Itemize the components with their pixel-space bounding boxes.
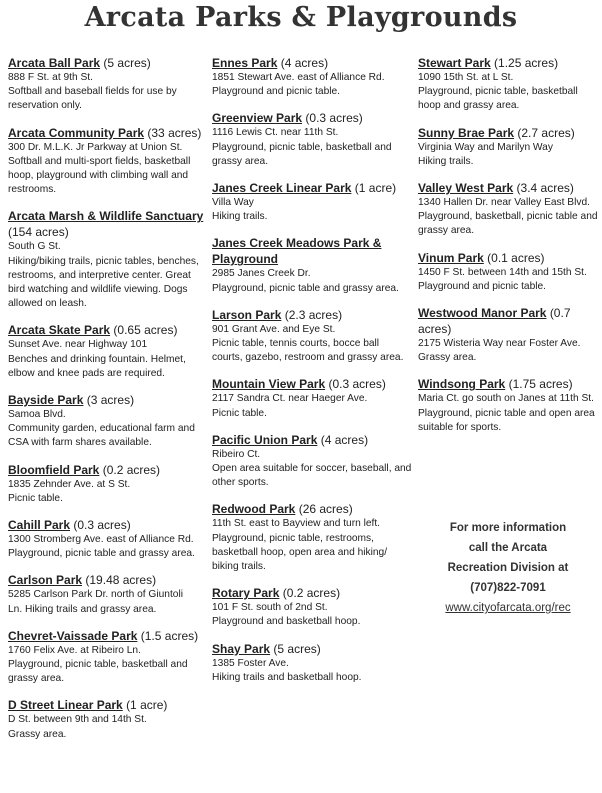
park-description: Picnic table, tennis courts, bocce ball courts, gazebo, restroom and grassy area. (212, 338, 404, 364)
park-name: Pacific Union Park (212, 432, 318, 447)
park-heading (8, 55, 204, 71)
park-entry (418, 125, 598, 169)
park-heading (212, 501, 412, 517)
park-entry (212, 55, 412, 99)
park-name: Stewart Park (418, 56, 491, 70)
park-heading (212, 376, 412, 392)
park-address: 1851 Stewart Ave. east of Alliance Rd. (212, 72, 385, 83)
park-description: Benches and drinking fountain. Helmet, elbow and knee pads are required. (8, 353, 186, 379)
park-name: Mountain View Park (212, 377, 326, 392)
park-description: Ln. Hiking trails and grassy area. (8, 603, 157, 615)
park-entry (8, 125, 204, 198)
park-entry (8, 572, 204, 616)
park-acreage: (0.2 acres) (102, 462, 161, 477)
park-entry (8, 208, 204, 311)
park-heading (418, 55, 598, 71)
park-address: 101 F St. south of 2nd St. (212, 602, 328, 614)
park-description: Grassy area. (8, 728, 67, 740)
park-name: Rotary Park (212, 586, 280, 601)
park-entry (8, 697, 204, 741)
park-heading (8, 125, 204, 141)
park-heading (418, 305, 598, 337)
park-name: Greenview Park (212, 111, 303, 126)
park-description: Hiking trails. (418, 155, 474, 167)
park-name: Windsong Park (418, 377, 506, 392)
park-description: Playground, picnic table and grassy area. (8, 548, 195, 560)
park-entry (8, 392, 204, 451)
park-acreage: (0.2 acres) (282, 586, 341, 601)
park-address: 2117 Sandra Ct. near Haeger Ave. (212, 393, 368, 405)
park-address: 1450 F St. between 14th and 15th St. (418, 266, 587, 278)
park-heading (212, 110, 412, 126)
park-name: Cahill Park (8, 518, 71, 533)
park-name: Arcata Community Park (8, 125, 145, 140)
park-description: Open area suitable for soccer, baseball, and other sports. (212, 463, 412, 489)
park-address: Virginia Way and Marilyn Way (418, 141, 553, 153)
info-line: For more information (449, 522, 567, 534)
park-acreage: (3.4 acres) (516, 181, 574, 196)
park-name: Arcata Ball Park (8, 56, 101, 70)
park-acreage: (0.3 acres) (328, 377, 386, 392)
park-heading (212, 180, 412, 196)
park-address: 1760 Felix Ave. at Ribeiro Ln. (8, 644, 141, 656)
park-acreage: (0.7 acres) (418, 306, 571, 337)
park-acreage: (0.1 acres) (487, 250, 545, 265)
park-name: Bayside Park (8, 393, 84, 408)
park-entry (212, 501, 412, 574)
park-description: Hiking trails. (212, 211, 268, 223)
park-entry (212, 641, 412, 685)
park-description: Hiking trails and basketball hoop. (212, 671, 362, 683)
park-entry (212, 307, 412, 366)
park-description: Playground and basketball hoop. (212, 616, 361, 628)
park-description: Playground, picnic table, basketball hoop and grassy area. (418, 86, 578, 112)
park-acreage: (4 acres) (320, 432, 369, 447)
park-entry (212, 180, 412, 224)
park-description: Softball and baseball fields for use by reservation only. (8, 86, 177, 112)
park-address: 2175 Wisteria Way near Foster Ave. (418, 338, 581, 350)
park-entry (212, 110, 412, 169)
park-address: 1116 Lewis Ct. near 11th St. (212, 127, 339, 139)
park-heading (212, 55, 412, 71)
contact-info (428, 518, 588, 618)
park-entry (8, 322, 204, 381)
park-name: Larson Park (212, 307, 282, 322)
phone-number: (707)822-7091 (470, 582, 546, 594)
park-entry (212, 235, 412, 295)
park-description: Picnic table. (8, 492, 63, 504)
park-address: Ribeiro Ct. (212, 448, 261, 460)
park-name: Bloomfield Park (8, 462, 100, 477)
park-address: Villa Way (212, 197, 254, 209)
park-name: Janes Creek Linear Park (212, 181, 352, 196)
park-address: D St. between 9th and 14th St. (8, 714, 147, 726)
park-name: Janes Creek Meadows Park & Playground (212, 236, 382, 267)
park-description: Softball and multi-sport fields, basketball hoop, playground with climbing wall and restrooms. (8, 155, 191, 196)
park-heading (418, 250, 598, 266)
park-acreage: (33 acres) (147, 125, 202, 140)
park-heading (418, 125, 598, 141)
page-title: Arcata Parks & Playgrounds (84, 2, 518, 33)
park-address: 1300 Stromberg Ave. east of Alliance Rd. (8, 534, 194, 546)
park-acreage: (1.75 acres) (508, 377, 573, 392)
park-description: Grassy area. (418, 352, 477, 364)
park-description: Playground, picnic table and grassy area. (212, 282, 399, 294)
park-entry (418, 55, 598, 114)
park-name: Westwood Manor Park (418, 306, 547, 321)
park-address: Samoa Blvd. (8, 409, 66, 421)
park-name: Ennes Park (212, 56, 278, 70)
park-entry (418, 180, 598, 239)
park-heading (8, 628, 204, 644)
park-acreage: (1 acre) (126, 698, 168, 713)
park-description: Playground, picnic table, restrooms, basketball hoop, open area and hiking/ biking trails. (212, 532, 388, 573)
park-name: Arcata Skate Park (8, 323, 111, 338)
park-name: Shay Park (212, 641, 271, 656)
park-acreage: (2.7 acres) (517, 125, 575, 140)
park-heading (212, 432, 412, 448)
park-description: Picnic table. (212, 407, 267, 419)
park-description: Playground, picnic table, basketball and grassy area. (8, 659, 188, 685)
park-heading (212, 585, 412, 601)
park-entry (212, 585, 412, 629)
park-heading (418, 376, 598, 392)
park-heading (8, 697, 204, 713)
park-address: 888 F St. at 9th St. (8, 72, 93, 83)
park-description: Playground, picnic table, basketball and grassy area. (212, 141, 392, 167)
park-entry (418, 305, 598, 365)
park-address: 1090 15th St. at L St. (418, 72, 514, 83)
info-line: call the Arcata (468, 542, 548, 554)
park-heading (8, 208, 204, 240)
park-heading (212, 235, 412, 267)
park-heading (8, 392, 204, 408)
park-name: Arcata Marsh & Wildlife Sanctuary (8, 209, 204, 224)
park-acreage: (1.5 acres) (140, 628, 199, 643)
park-acreage: (5 acres) (103, 56, 151, 70)
park-acreage: (0.3 acres) (305, 111, 363, 126)
website-link[interactable]: www.cityofarcata.org/rec (445, 602, 571, 614)
park-address: 300 Dr. M.L.K. Jr Parkway at Union St. (8, 141, 183, 153)
park-name: Valley West Park (418, 181, 514, 196)
park-address: 1835 Zehnder Ave. at S St. (8, 478, 131, 490)
park-address: South G St. (8, 241, 61, 253)
park-entry (212, 376, 412, 420)
park-acreage: (0.3 acres) (73, 518, 131, 533)
park-description: Playground, picnic table and open area suitable for sports. (418, 407, 595, 433)
park-acreage: (1 acre) (354, 181, 397, 196)
park-heading (8, 572, 204, 588)
park-acreage: (2.3 acres) (284, 307, 343, 322)
park-acreage: (154 acres) (8, 225, 69, 240)
park-acreage: (5 acres) (273, 641, 321, 656)
park-entry (8, 55, 204, 114)
park-acreage: (3 acres) (86, 393, 135, 408)
park-entry (8, 517, 204, 561)
park-acreage: (19.48 acres) (85, 573, 157, 588)
park-acreage: (4 acres) (280, 56, 329, 70)
park-description: Community garden, educational farm and CSA with farm shares available. (8, 423, 195, 449)
park-description: Playground and picnic table. (418, 280, 546, 292)
park-description: Hiking/biking trails, picnic tables, benches, restrooms, and interpretive center. Great bird watching and wildlife viewing. Dogs allowed on leash. (8, 255, 199, 310)
info-line: Recreation Division at (447, 562, 569, 574)
park-name: Redwood Park (212, 502, 296, 517)
park-description: Playground and picnic table. (212, 86, 340, 98)
park-address: 901 Grant Ave. and Eye St. (212, 323, 336, 335)
park-heading (418, 180, 598, 196)
park-acreage: (26 acres) (298, 502, 353, 517)
park-entry (212, 432, 412, 491)
park-acreage: (0.65 acres) (113, 323, 178, 338)
park-entry (8, 628, 204, 687)
park-heading (8, 517, 204, 533)
park-address: Maria Ct. go south on Janes at 11th St. (418, 393, 594, 405)
park-column-1 (8, 55, 204, 753)
park-name: D Street Linear Park (8, 698, 123, 713)
park-heading (212, 307, 412, 323)
park-description: Playground, basketball, picnic table and grassy area. (418, 211, 598, 237)
park-address: 1385 Foster Ave. (212, 657, 289, 669)
park-column-3 (418, 55, 598, 446)
park-name: Vinum Park (418, 250, 484, 265)
park-heading (8, 322, 204, 338)
park-entry (8, 462, 204, 506)
park-address: 11th St. east to Bayview and turn left. (212, 518, 380, 530)
park-name: Chevret-Vaissade Park (8, 628, 138, 643)
park-name: Sunny Brae Park (418, 125, 515, 140)
park-address: Sunset Ave. near Highway 101 (8, 339, 148, 351)
park-column-2 (212, 55, 412, 696)
park-name: Carlson Park (8, 573, 83, 588)
park-address: 5285 Carlson Park Dr. north of Giuntoli (8, 589, 183, 601)
park-entry (418, 376, 598, 435)
park-heading (212, 641, 412, 657)
park-address: 2985 Janes Creek Dr. (212, 268, 311, 280)
park-address: 1340 Hallen Dr. near Valley East Blvd. (418, 197, 590, 209)
park-entry (418, 250, 598, 294)
park-acreage: (1.25 acres) (494, 56, 559, 70)
park-heading (8, 462, 204, 478)
